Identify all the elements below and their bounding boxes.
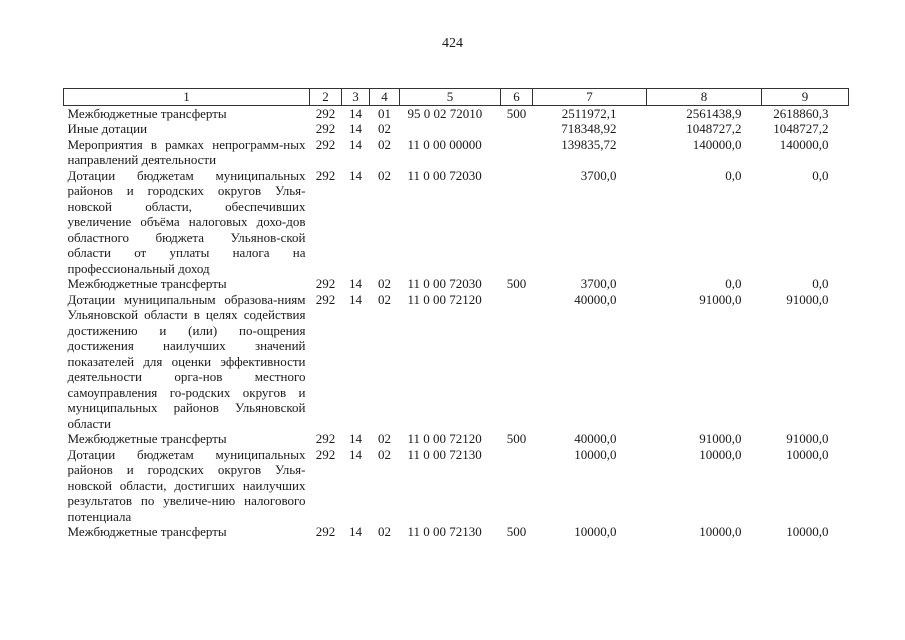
column-header: 8 — [647, 89, 762, 106]
cell-code: 292 — [315, 276, 336, 291]
table-row — [64, 292, 849, 432]
cell-expense-type — [501, 121, 533, 137]
cell-section: 14 — [349, 121, 362, 136]
cell-amount-year3: 1048727,2 — [773, 121, 829, 136]
cell-target-article — [400, 121, 501, 137]
table-row — [64, 137, 849, 168]
cell-section: 14 — [349, 136, 362, 152]
row-description: Межбюджетные трансферты — [67, 431, 227, 446]
cell-amount-year1: 3700,0 — [580, 276, 617, 291]
cell-expense-type: 500 — [506, 105, 527, 121]
column-header: 3 — [342, 89, 370, 106]
cell-subsection: 02 — [378, 291, 391, 307]
cell-amount-year2: 91000,0 — [699, 291, 742, 307]
column-header: 1 — [64, 89, 310, 106]
cell-amount-year2: 140000,0 — [692, 136, 742, 152]
cell-amount-year1: 3700,0 — [580, 167, 617, 183]
cell-code: 292 — [315, 431, 336, 446]
cell-amount-year1: 40000,0 — [574, 431, 617, 446]
cell-code: 292 — [315, 136, 336, 152]
cell-code: 292 — [315, 524, 336, 539]
cell-amount-year2: 0,0 — [725, 167, 742, 183]
cell-amount-year2: 10000,0 — [699, 524, 742, 539]
table-row — [64, 431, 849, 447]
cell-amount-year3: 0,0 — [812, 167, 829, 183]
table-row — [64, 524, 849, 540]
cell-section: 14 — [349, 524, 362, 539]
column-header: 7 — [533, 89, 647, 106]
cell-code: 292 — [315, 167, 336, 183]
cell-section: 14 — [349, 291, 362, 307]
cell-subsection: 02 — [378, 524, 391, 539]
cell-target-article: 11 0 00 72030 — [407, 167, 482, 183]
page-number: 424 — [442, 36, 463, 51]
cell-section: 14 — [349, 431, 362, 446]
cell-amount-year3: 10000,0 — [786, 446, 829, 462]
cell-target-article: 95 0 02 72010 — [407, 105, 483, 121]
cell-expense-type — [501, 137, 533, 168]
cell-target-article: 11 0 00 72120 — [407, 291, 482, 307]
cell-section: 14 — [349, 167, 362, 183]
row-description: Дотации бюджетам муниципальных районов и городских округов Улья-новской области, достигших наилучших результатов по увеличе-нию налогового потенциала — [67, 446, 306, 524]
row-description: Дотации бюджетам муниципальных районов и городских округов Улья-новской области, обеспечивших увеличение объёма налоговых дохо-дов областного бюджета Ульянов-ской области от уплаты налога на профессиональный доход — [67, 167, 306, 276]
cell-target-article: 11 0 00 72120 — [407, 431, 482, 446]
cell-amount-year1: 2511972,1 — [561, 105, 617, 121]
cell-amount-year3: 140000,0 — [779, 136, 829, 152]
table-row — [64, 121, 849, 137]
cell-section: 14 — [349, 446, 362, 462]
cell-amount-year2: 2561438,9 — [686, 105, 742, 121]
column-header: 2 — [310, 89, 342, 106]
cell-amount-year3: 91000,0 — [786, 431, 829, 446]
column-header: 9 — [762, 89, 849, 106]
cell-amount-year2: 10000,0 — [699, 446, 742, 462]
row-description: Дотации муниципальным образова-ниям Ульяновской области в целях содействия достижению и (или) по-ощрения достижения наилучших значений показателей для оценки эффективности деятельности орга-нов местного самоуправления го-родских округов и муниципальных районов Ульяновской области — [67, 291, 306, 431]
cell-amount-year1: 10000,0 — [574, 446, 617, 462]
header-row — [64, 89, 849, 106]
cell-code: 292 — [315, 121, 336, 136]
cell-target-article: 11 0 00 72130 — [407, 524, 482, 539]
cell-expense-type — [501, 168, 533, 277]
column-header: 5 — [400, 89, 501, 106]
cell-amount-year2: 0,0 — [725, 276, 742, 291]
cell-target-article: 11 0 00 72130 — [407, 446, 482, 462]
cell-target-article: 11 0 00 72030 — [407, 276, 482, 291]
row-description: Мероприятия в рамках непрограмм-ных направлений деятельности — [67, 136, 306, 167]
cell-section: 14 — [349, 276, 362, 291]
budget-table — [63, 88, 849, 540]
cell-amount-year2: 91000,0 — [699, 431, 742, 446]
column-header: 6 — [501, 89, 533, 106]
cell-subsection: 01 — [378, 105, 391, 121]
cell-subsection: 02 — [378, 446, 391, 462]
cell-subsection: 02 — [378, 431, 391, 446]
cell-subsection: 02 — [378, 167, 391, 183]
table-row — [64, 447, 849, 525]
cell-amount-year1: 40000,0 — [574, 291, 617, 307]
cell-expense-type: 500 — [506, 431, 527, 446]
cell-expense-type — [501, 292, 533, 432]
row-description: Межбюджетные трансферты — [67, 524, 227, 539]
table-row — [64, 168, 849, 277]
cell-expense-type: 500 — [506, 524, 527, 539]
cell-expense-type — [501, 447, 533, 525]
table-row — [64, 276, 849, 292]
cell-code: 292 — [315, 291, 336, 307]
cell-amount-year2: 1048727,2 — [686, 121, 742, 136]
table-row — [64, 105, 849, 121]
cell-amount-year3: 0,0 — [812, 276, 829, 291]
cell-subsection: 02 — [378, 136, 391, 152]
cell-amount-year3: 2618860,3 — [773, 105, 829, 121]
column-header: 4 — [370, 89, 400, 106]
cell-code: 292 — [315, 105, 336, 121]
row-description: Межбюджетные трансферты — [67, 105, 227, 121]
cell-amount-year1: 139835,72 — [561, 136, 617, 152]
cell-amount-year3: 10000,0 — [786, 524, 829, 539]
cell-amount-year3: 91000,0 — [786, 291, 829, 307]
cell-target-article: 11 0 00 00000 — [407, 136, 482, 152]
cell-amount-year1: 10000,0 — [574, 524, 617, 539]
cell-amount-year1: 718348,92 — [561, 121, 617, 136]
cell-subsection: 02 — [378, 276, 391, 291]
cell-expense-type: 500 — [506, 276, 527, 291]
row-description: Межбюджетные трансферты — [67, 276, 227, 291]
row-description: Иные дотации — [67, 121, 148, 136]
cell-section: 14 — [349, 105, 362, 121]
cell-subsection: 02 — [378, 121, 391, 136]
cell-code: 292 — [315, 446, 336, 462]
